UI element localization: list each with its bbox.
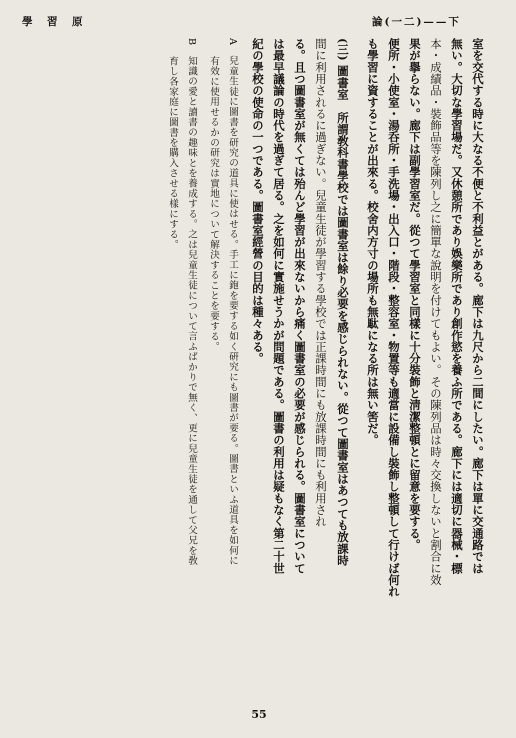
text-column: 便所・小使室・湯呑所・手洗場・出入口・階段・整容室・物置等も適當に設備し裝飾し整頓して行けば何れ: [387, 38, 401, 598]
text-column: も學習に資することが出來る。校舍内方寸の場所も無駄になる所は無い筈だ。: [366, 38, 380, 446]
text-column: 本・成績品・裝飾品等を陳列し之に簡單な說明を付けてもよい。その陳列品は時々交換しないと割合に效: [429, 38, 443, 586]
list-item-b-continued: 育し各家庭に圖書を購入させる樣にする。: [167, 56, 178, 250]
text-column: 無い。大切な學習場だ。又休憩所であり娛樂所であり創作慾を養ふ所である。廊下には適切に器械・標: [450, 38, 464, 574]
section-heading-column: (三) 圖書室 所謂敎科書學校では圖書室は餘り必要を感じられない。從つて圖書室はあつても放課時: [336, 38, 350, 567]
text-column: 室を交代する時に大なる不便と不利益とがある。廊下は九尺から二間にしたい。廊下は單に交通路では: [471, 38, 485, 574]
page-number: 55: [251, 708, 267, 721]
chapter-section: 論(一二)——下: [372, 16, 461, 28]
page-header: [0, 14, 516, 34]
running-title: 學 習 原: [22, 16, 85, 28]
list-item-b: B 知識の愛と讀書の趣味とを養成する。之は兒童生徒について言ふばかりで無く、更に兒童生徒を通して父兄を敎: [186, 38, 197, 566]
text-column: 果が擧らない。廊下は副學習室だ。從つて學習室と同樣に十分裝飾と淸潔整頓とに留意を要する。: [408, 38, 422, 551]
text-column: る。且つ圖書室が無くては殆んど學習が出來ないから痛く圖書室の必要が感じられる。圖書室について: [293, 38, 307, 574]
text-column: 間に利用されるに過ぎない。兒童生徒が學習する學校では正課時間にも放課時間にも利用され: [314, 38, 328, 528]
text-column: は最早議論の時代を過ぎて居る。之を如何に實施せうかが問題である。圖書の利用は疑もなく第二十世: [272, 38, 286, 574]
list-item-a: A 兒童生徒に圖書を研究の道具に使はせる。手工に鉋を要する如く硏究にも圖書が要る。圖書といふ道具を如何に: [227, 38, 238, 566]
text-column: 紀の學校の使命の一つである。圖書室經營の目的は種々ある。: [251, 38, 265, 365]
list-item-a-continued: 有效に使用せるかの研究は實地について解決することを要する。: [208, 56, 219, 352]
